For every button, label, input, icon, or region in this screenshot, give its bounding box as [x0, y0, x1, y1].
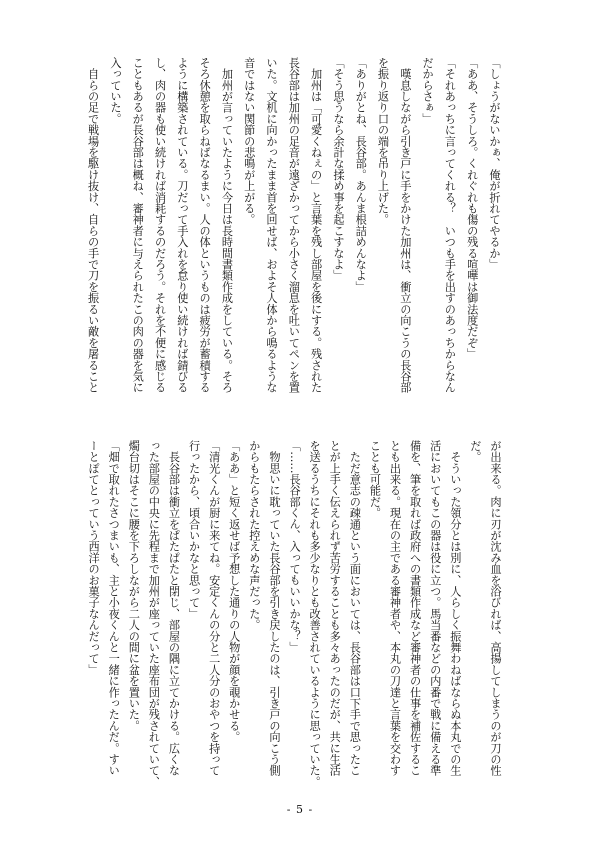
text-line: が出来る。肉に刃が沈み血を浴びれば、高揚してしまうのが刀の性: [489, 440, 502, 776]
text-line: し、肉の器も使い続ければ消耗するのだろう。それを不便に感じる: [153, 57, 167, 393]
text-line: 長谷部は衝立をぱたぱたと閉じ、部屋の隅に立てかける。広くな: [167, 440, 181, 776]
text-line: 行ったから、頃合いかなと思って」: [187, 440, 201, 620]
text-line: 「しょうがないかぁ、俺が折れてやるか」: [488, 57, 501, 270]
text-line: そういった領分とは別に、人らしく振舞わねばならぬ本丸での生: [448, 440, 462, 776]
text-line: そろ休憩を取らねばなるまい。人の体というものは疲労が蓄積する: [198, 57, 212, 393]
text-line: ーとぽてとっていう西洋のお菓子なんだって」: [87, 440, 101, 676]
text-line: 「ああ、そうしろ。くれぐれも傷の残る喧嘩は御法度だぞ」: [465, 57, 479, 360]
text-line: 嘆息しながら引き戸に手をかけた加州は、衝立の向こうの長谷部: [398, 57, 412, 393]
page-number: - 5 -: [286, 803, 314, 816]
text-line: 音ではない関節の悲鳴が上がる。: [242, 57, 256, 225]
text-line: ただ意志の疎通という面においては、長谷部は口下手で思ったこ: [348, 440, 362, 776]
text-line: いた。文机に向かったまま首を回せば、およそ人体から鳴るような: [265, 57, 279, 393]
text-line: 「ああ」と短く返せば予想した通りの人物が顔を覗かせる。: [227, 440, 241, 743]
text-line: だからさぁ」: [421, 57, 435, 125]
text-line: を振り返り口の端を吊り上げた。: [376, 57, 390, 225]
text-line: を送るうちにそれも多少なりとも改善されているように思っていた。: [308, 440, 322, 788]
text-line: 「ありがとね、長谷部。あんま根詰めんなよ」: [354, 57, 368, 293]
text-line: 「そう思うなら余計な揉め事を起こすなよ」: [331, 57, 345, 281]
text-line: 活においてもこの器は役に立つ。馬当番などの内番で戦に備える準: [428, 440, 442, 776]
text-line: 「……長谷部くん、入ってもいいかな？」: [288, 440, 302, 653]
text-line: 入っていた。: [108, 57, 122, 125]
text-line: 加州は「可愛くねぇの」と言葉を残し部屋を後にする。残された: [309, 57, 323, 393]
text-line: 備を、筆を取れば政府への書類作成など審神者の仕事を補佐するこ: [408, 440, 422, 776]
text-line: 長谷部は加州の足音が遠ざかってから小さく溜息を吐いてペンを置: [287, 57, 301, 393]
text-line: 燭台切はそこに腰を下ろしながら二人の間に盆を置いた。: [127, 440, 141, 732]
upper-text-tier: [81, 57, 505, 402]
text-line: だ。: [468, 440, 482, 463]
text-line: 「清光くんが厨に来てね。安定くんの分と二人分のおやつを持って: [207, 440, 221, 776]
lower-text-tier: [83, 440, 505, 788]
text-line: とも出来る。現在の主である審神者や、本丸の刀達と言葉を交わす: [388, 440, 402, 776]
text-line: 自らの足で戦場を駆け抜け、自らの手で刀を振るい敵を屠ること: [86, 57, 100, 393]
text-line: 「畑で取れたさつまいも、主と小夜くんと一緒に作ったんだ。すい: [107, 440, 121, 776]
text-line: 加州が言っていたように今日は長時間書類作成をしている。そろ: [220, 57, 234, 393]
text-line: った部屋の中央に先程まで加州が座っていた座布団が残されていて、: [147, 440, 161, 788]
text-line: こともあるが長谷部は概ね、審神者に与えられたこの肉の器を気に: [131, 57, 145, 393]
text-line: 「それあっちに言ってくれる？ いつも手を出すのあっちからなん: [443, 57, 457, 393]
text-line: からもたらされた控えめな声だった。: [247, 440, 261, 631]
text-line: ように構築されている。刀だって手入れを怠り使い続ければ錆びる: [175, 57, 189, 393]
text-line: ことも可能だ。: [368, 440, 382, 519]
text-line: とが上手く伝えられず苦労することも多々あったのだが、共に生活: [328, 440, 342, 776]
text-line: 物思いに耽っていた長谷部を引き戻したのは、引き戸の向こう側: [267, 440, 281, 776]
